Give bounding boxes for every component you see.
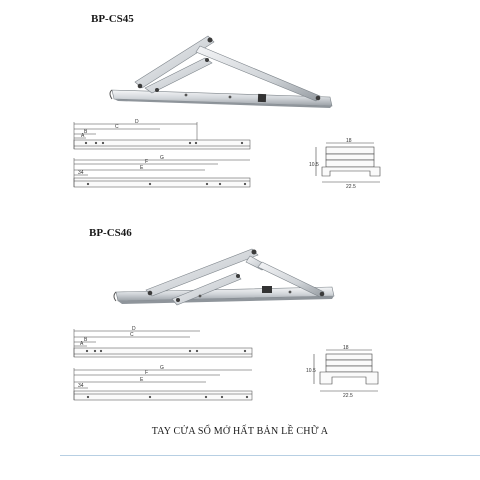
section-top-2: 18	[343, 345, 349, 351]
section-top-1: 18	[346, 138, 352, 144]
dim-label-d-1: D	[135, 119, 139, 125]
dim-label-f-1: F	[145, 159, 149, 165]
model-code-1: BP-CS45	[91, 13, 134, 25]
dim-label-g-2: G	[160, 365, 164, 371]
hinge-photo-2	[114, 249, 334, 305]
dim-label-34-1: 34	[78, 170, 84, 176]
dim-label-34-2: 34	[78, 383, 84, 389]
section-side-2: 10.5	[306, 368, 316, 374]
dim-label-c-2: C	[130, 332, 134, 338]
dim-label-d-2: D	[132, 326, 136, 332]
section-bottom-2: 22.5	[343, 393, 353, 399]
cross-section-1	[316, 143, 380, 182]
divider	[60, 455, 480, 456]
dim-label-e-1: E	[140, 165, 144, 171]
product-caption: TAY CỬA SỔ MỞ HẤT BẢN LỀ CHỮ A	[151, 426, 329, 437]
dim-label-g-1: G	[160, 155, 164, 161]
model-code-2: BP-CS46	[89, 227, 132, 239]
dim-label-a-1: A	[81, 133, 85, 139]
dim-label-b-1: B	[84, 129, 88, 135]
section-side-1: 10.5	[309, 162, 319, 168]
dim-label-a-2: A	[80, 341, 84, 347]
dim-label-c-1: C	[115, 124, 119, 130]
section-bottom-1: 22.5	[346, 184, 356, 190]
dim-label-e-2: E	[140, 377, 144, 383]
hinge-photo-1	[110, 36, 332, 108]
dim-label-b-2: B	[84, 337, 88, 343]
cross-section-2	[314, 350, 378, 391]
dim-label-f-2: F	[145, 370, 149, 376]
